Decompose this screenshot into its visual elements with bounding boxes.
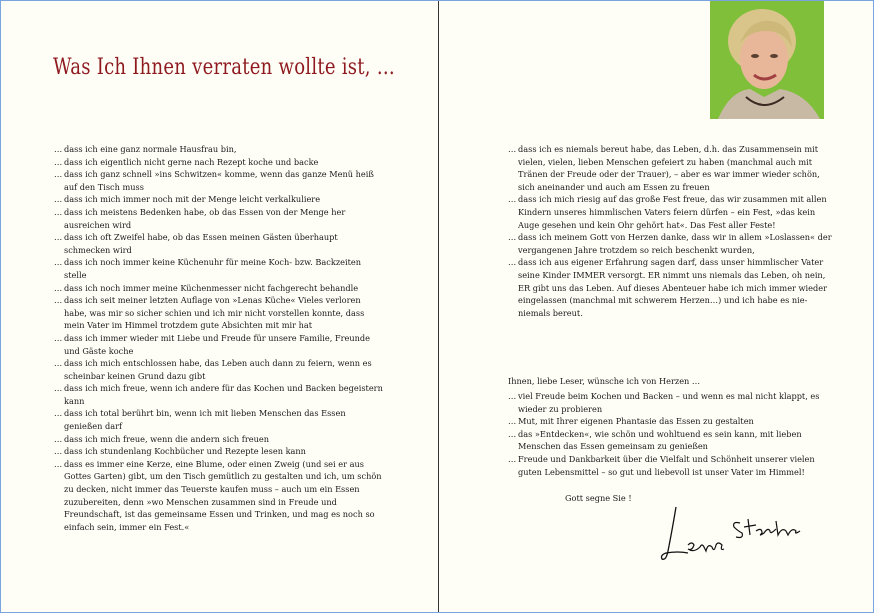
list-item: … dass ich eigentlich nicht gerne nach Rezept koche und backe [54,156,384,169]
page-title: Was Ich Ihnen verraten wollte ist, … [53,55,395,80]
list-item: … Freude und Dankbarkeit über die Vielfalt und Schönheit unserer vielen guten Lebensmittel – so gut und liebevoll ist unser Vater im Himmel! [508,453,833,478]
page-gutter [438,1,439,612]
list-item: … dass ich oft Zweifel habe, ob das Essen meinen Gästen überhaupt schmecken wird [54,231,384,256]
right-list [508,143,833,319]
list-item: … viel Freude beim Kochen und Backen – und wenn es mal nicht klappt, es wieder zu probieren [508,390,833,415]
list-item: … dass ich es niemals bereut habe, das Leben, d.h. das Zusammensein mit vielen, vielen, lieben Menschen gefeiert zu haben (manchmal auch mit Tränen der Freude oder der Trauer), – aber es war immer wieder schön, sich aneinander und auch am Essen zu freuen [508,143,833,193]
left-list [54,143,384,533]
list-item: … Mut, mit Ihrer eigenen Phantasie das Essen zu gestalten [508,415,833,428]
list-item: … dass ich eine ganz normale Hausfrau bin, [54,143,384,156]
handwritten-signature [658,501,808,566]
left-page [1,1,438,612]
list-item: … dass ich noch immer keine Küchenuhr für meine Koch- bzw. Backzeiten stelle [54,256,384,281]
list-item: … dass ich meinem Gott von Herzen danke, dass wir in allem »Loslassen« der vergangenen Jahre trotzdem so reich beschenkt wurden, [508,231,833,256]
author-photo [710,1,824,119]
list-item: … dass ich mich freue, wenn ich andere für das Kochen und Backen begeistern kann [54,382,384,407]
list-item: … dass ich aus eigener Erfahrung sagen darf, dass unser himmlischer Vater seine Kinder IMMER versorgt. ER nimmt uns niemals das Leben, oh nein, ER gibt uns das Leben. Auf dieses Abenteuer habe ich mich immer wieder eingelassen (manchmal mit schwerem Herzen…) und ich habe es nie-niemals bereut. [508,256,833,319]
list-item: … dass ich mich freue, wenn die andern sich freuen [54,433,384,446]
list-item: … dass ich total berührt bin, wenn ich mit lieben Menschen das Essen genießen darf [54,407,384,432]
list-item: … dass ich stundenlang Kochbücher und Rezepte lesen kann [54,445,384,458]
list-item: … dass ich ganz schnell »ins Schwitzen« komme, wenn das ganze Menü heiß auf den Tisch muss [54,168,384,193]
list-item: … dass ich mich immer noch mit der Menge leicht verkalkuliere [54,193,384,206]
right-page [440,1,874,612]
wishes-intro: Ihnen, liebe Leser, wünsche ich von Herzen … [508,376,701,386]
list-item: … dass ich mich entschlossen habe, das Leben auch dann zu feiern, wenn es scheinbar keinen Grund dazu gibt [54,357,384,382]
list-item: … dass es immer eine Kerze, eine Blume, oder einen Zweig (und sei er aus Gottes Garten) gibt, um den Tisch gemütlich zu gestalten und ich, um schön zu decken, nicht immer das Teuerste kaufen muss – auch um ein Essen zuzubereiten, denn »wo Menschen zusammen sind in Freude und Freundschaft, ist das gemeinsame Essen und Trinken, und mag es noch so einfach sein, immer ein Fest.« [54,458,384,534]
list-item: … dass ich immer wieder mit Liebe und Freude für unsere Familie, Freunde und Gäste koche [54,332,384,357]
list-item: … dass ich meistens Bedenken habe, ob das Essen von der Menge her ausreichen wird [54,206,384,231]
list-item: … das »Entdecken«, wie schön und wohltuend es sein kann, mit lieben Menschen das Essen gemeinsam zu genießen [508,428,833,453]
wishes-list [508,390,833,478]
portrait-image [710,1,824,119]
blessing-text: Gott segne Sie ! [565,493,632,503]
list-item: … dass ich mich riesig auf das große Fest freue, das wir zusammen mit allen Kindern unseres himmlischen Vaters feiern dürfen – ein Fest, »das kein Auge gesehen und kein Ohr gehört hat«. Das Fest aller Feste! [508,193,833,231]
list-item: … dass ich seit meiner letzten Auflage von »Lenas Küche« Vieles verloren habe, was mir so sicher schien und ich mir nicht vorstellen konnte, dass mein Vater im Himmel trotzdem gute Absichten mit mir hat [54,294,384,332]
list-item: … dass ich noch immer meine Küchenmesser nicht fachgerecht behandle [54,282,384,295]
